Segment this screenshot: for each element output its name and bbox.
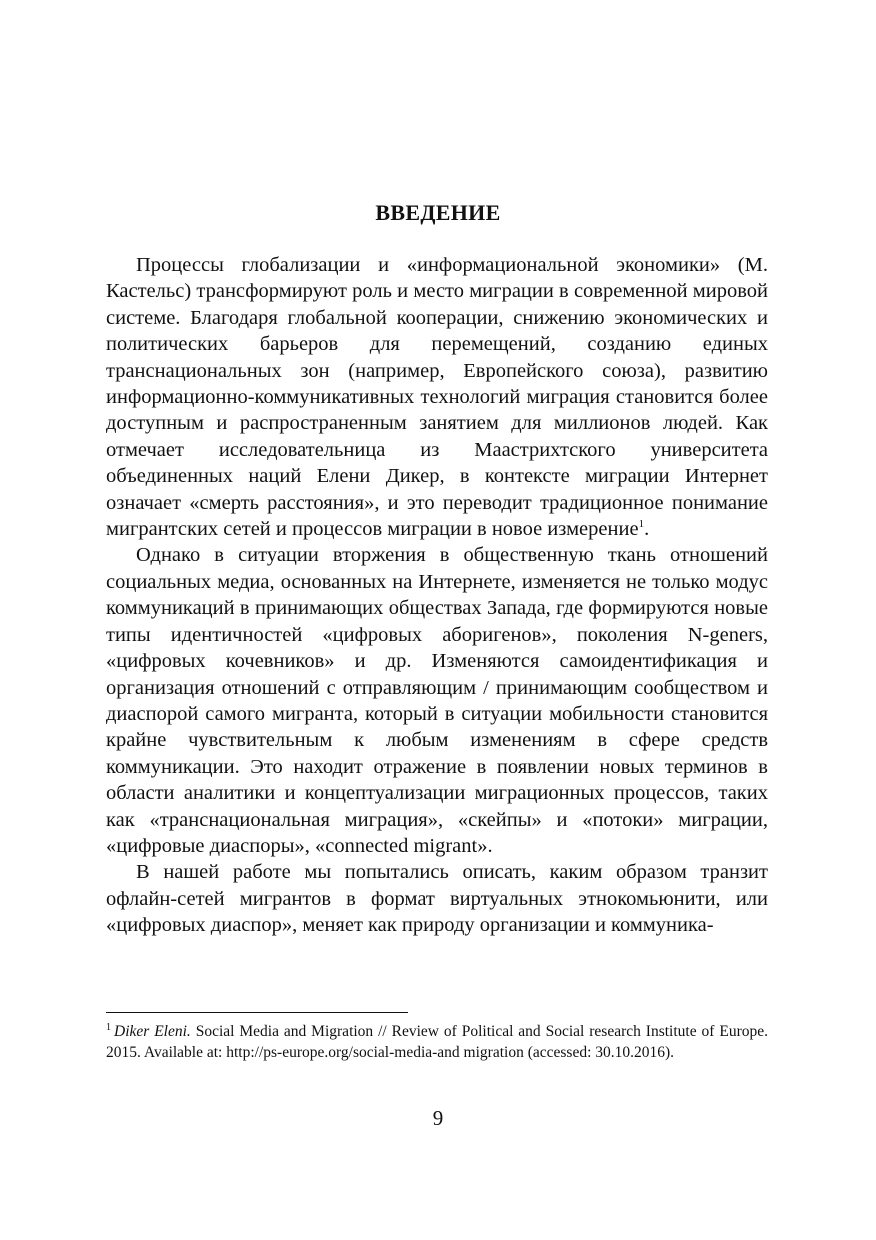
paragraph-1-end: . bbox=[644, 518, 650, 541]
page-number: 9 bbox=[432, 1106, 444, 1130]
footnote-separator bbox=[106, 1012, 408, 1013]
footnote-text: Social Media and Migration // Review of Political and Social research Institute of Europe. 2015. Available at: http://ps-europe.org/social-media-and migration (accessed: 30.10.2016). bbox=[106, 1023, 768, 1061]
paragraph-1-text: Процессы глобализации и «информациональной экономики» (М. Кастельс) трансформируют роль и место миграции в современной мировой системе. Благодаря глобальной кооперации, снижению экономических и политических барьеров для перемещений, созданию единых транснациональных зон (например, Европейского союза), развитию информационно-коммуникативных технологий миграция становится более доступным и распространенным занятием для миллионов людей. Как отмечает исследовательница из Маастрихтского университета объединенных наций Елени Дикер, в контексте миграции Интернет означает «смерть расстояния», и это переводит традиционное понимание мигрантских сетей и процессов миграции в новое измерение bbox=[106, 254, 768, 541]
footnote-number: 1 bbox=[106, 1022, 111, 1033]
footnote-reference: 1 bbox=[638, 518, 645, 531]
paragraph-2: Однако в ситуации вторжения в общественную ткань отношений социальных медиа, основанных на Интернете, изменяется не только модус коммуникаций в принимающих обществах Запада, где формируются новые типы идентичностей «цифровых аборигенов», поколения N-geners, «цифровых кочевников» и др. Изменяются самоидентификация и организация отношений с отправляющим / принимающим сообществом и диаспорой самого мигранта, который в ситуации мобильности становится крайне чувствительным к любым изменениям в сфере средств коммуникации. Это находит отражение в появлении новых терминов в области аналитики и концептуализации миграционных процессов, таких как «транснациональная миграция», «скейпы» и «потоки» миграции, «цифровые диаспоры», «connected migrant». bbox=[106, 544, 768, 857]
paragraph-1 bbox=[106, 252, 768, 542]
footnote bbox=[106, 1022, 768, 1063]
paragraph-3: В нашей работе мы попытались описать, каким образом транзит офлайн-сетей мигрантов в формат виртуальных этнокомьюнити, или «цифровых диаспор», меняет как природу организации и коммуника- bbox=[106, 861, 768, 937]
footnote-author: Diker Eleni. bbox=[114, 1023, 191, 1040]
body-text bbox=[106, 252, 768, 939]
chapter-title: ВВЕДЕНИЕ bbox=[375, 200, 501, 225]
